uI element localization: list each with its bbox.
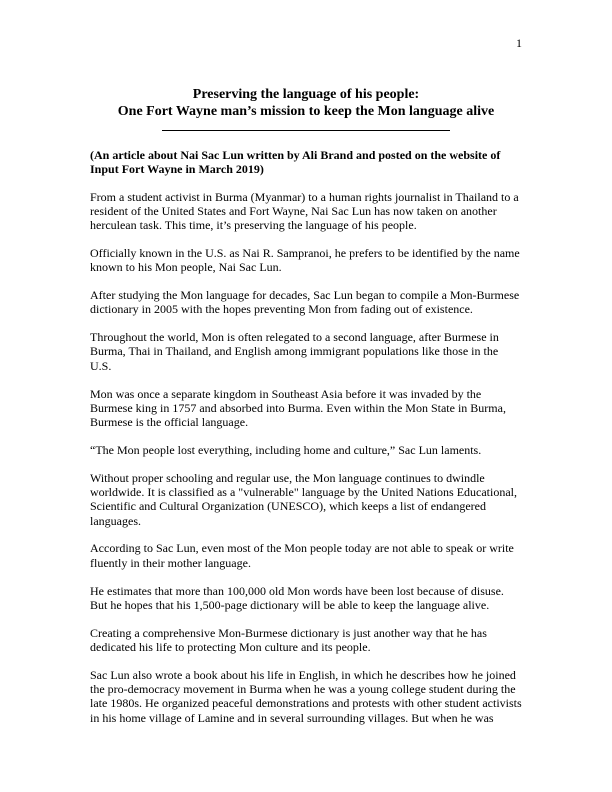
paragraph: After studying the Mon language for decades, Sac Lun began to compile a Mon-Burmese dictionary in 2005 with the hopes preventing Mon from fading out of existence. <box>90 288 520 317</box>
title-divider <box>162 130 450 131</box>
article-title <box>90 86 522 131</box>
paragraph: Officially known in the U.S. as Nai R. Sampranoi, he prefers to be identified by the name known to his Mon people, Nai Sac Lun. <box>90 245 520 275</box>
paragraph: He estimates that more than 100,000 old Mon words have been lost because of disuse. But he hopes that his 1,500-page dictionary will be able to keep the language alive. <box>90 583 504 612</box>
paragraph: Throughout the world, Mon is often relegated to a second language, after Burmese in Burma, Thai in Thailand, and English among immigrant populations like those in the U.S. <box>90 330 499 373</box>
paragraph: Sac Lun also wrote a book about his life in English, in which he describes how he joined the pro-democracy movement in Burma when he was a young college student during the late 1980s. He organized peaceful demonstrations and protests with other student activists in his home village of Lamine and in several surrounding villages. But when he was <box>90 667 522 725</box>
title-line-2: One Fort Wayne man’s mission to keep the Mon language alive <box>117 104 495 119</box>
paragraph: From a student activist in Burma (Myanmar) to a human rights journalist in Thailand to a resident of the United States and Fort Wayne, Nai Sac Lun has now taken on another herculean task. This time, it’s preserving the language of his people. <box>90 189 519 233</box>
article-body <box>90 148 522 738</box>
quote-paragraph: “The Mon people lost everything, including home and culture,” Sac Lun laments. <box>90 442 482 457</box>
page-number: 1 <box>516 36 522 50</box>
title-line-1: Preserving the language of his people: <box>192 87 420 102</box>
paragraph: Creating a comprehensive Mon-Burmese dictionary is just another way that he has dedicated his life to protecting Mon culture and its people. <box>90 625 487 654</box>
paragraph: Mon was once a separate kingdom in Southeast Asia before it was invaded by the Burmese king in 1757 and absorbed into Burma. Even within the Mon State in Burma, Burmese is the official language. <box>90 386 506 430</box>
byline: (An article about Nai Sac Lun written by Ali Brand and posted on the website of Input Fort Wayne in March 2019) <box>90 148 501 177</box>
paragraph: Without proper schooling and regular use, the Mon language continues to dwindle worldwide. It is classified as a "vulnerable" language by the United Nations Educational, Scientific and Cultural Organization (UNESCO), which keeps a list of endangered languages. <box>90 470 518 528</box>
paragraph: According to Sac Lun, even most of the Mon people today are not able to speak or write fluently in their mother language. <box>90 541 514 570</box>
